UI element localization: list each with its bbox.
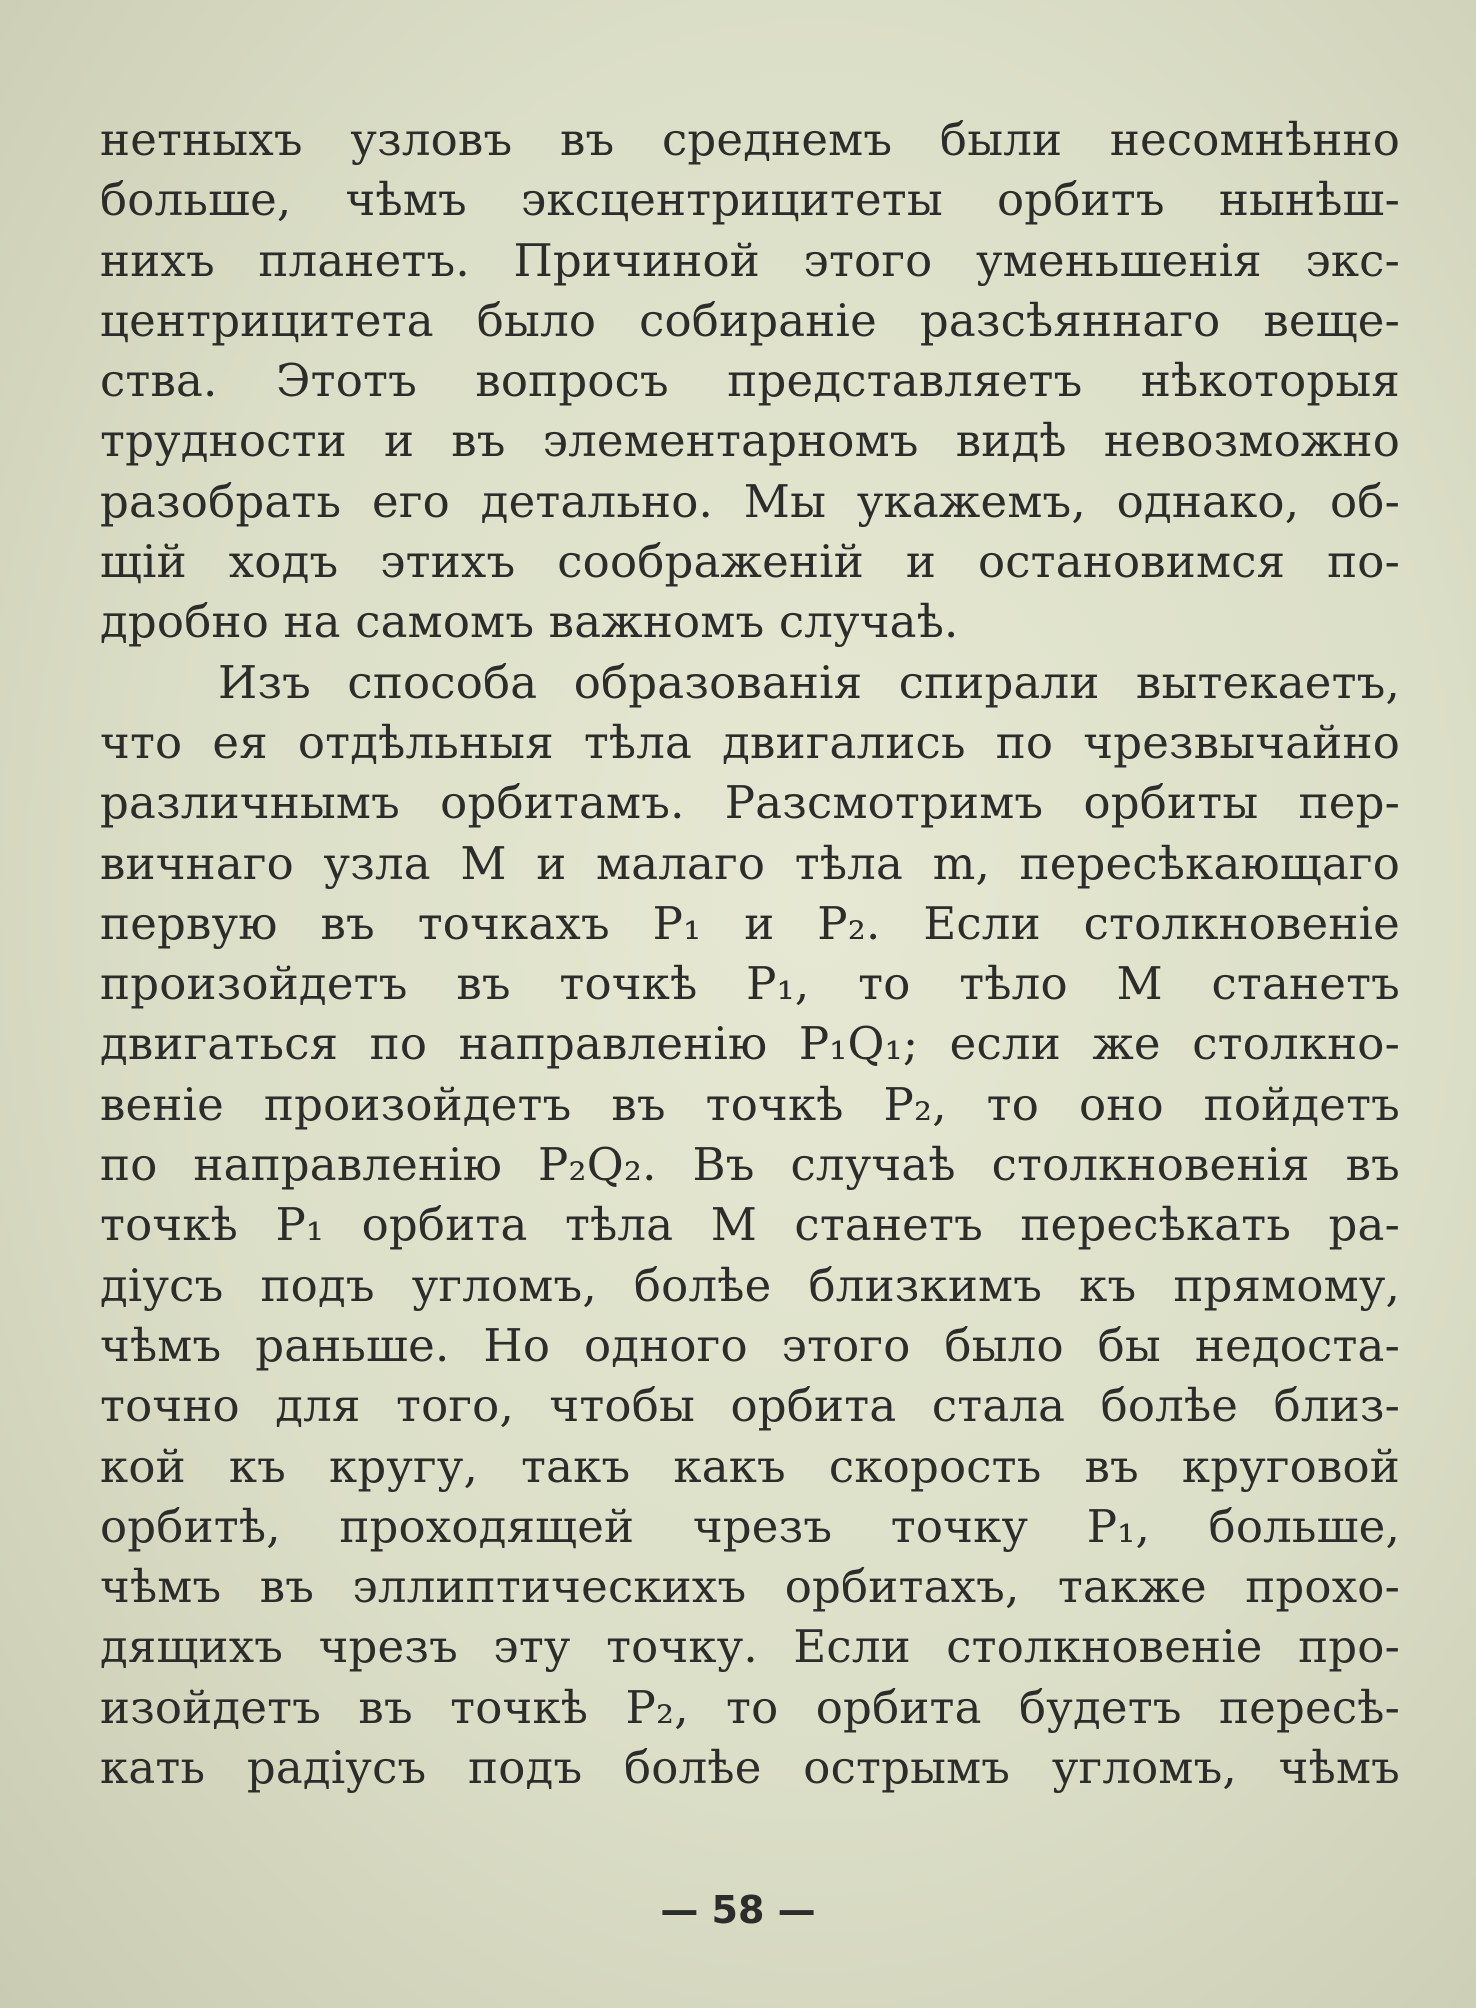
paragraph-2 — [100, 653, 1400, 1799]
text-line: первую въ точкахъ P₁ и P₂. Если столкновеніе — [100, 896, 1400, 950]
text-line: щій ходъ этихъ соображеній и остановимся по- — [100, 535, 1400, 589]
text-line: по направленію P₂Q₂. Въ случаѣ столкновенія въ — [100, 1138, 1400, 1192]
text-line: что ея отдѣльныя тѣла двигались по чрезвычайно — [100, 715, 1400, 769]
text-line: разобрать его детально. Мы укажемъ, однако, об- — [100, 474, 1400, 528]
text-line: центрицитета было собираніе разсѣяннаго веще- — [100, 293, 1400, 347]
text-line: кой къ кругу, такъ какъ скорость въ круговой — [100, 1439, 1400, 1493]
text-line: ства. Этотъ вопросъ представляетъ нѣкоторыя — [100, 354, 1400, 408]
page-number: — 58 — — [660, 1888, 816, 1932]
text-line: точно для того, чтобы орбита стала болѣе близ- — [100, 1379, 1400, 1433]
text-line: больше, чѣмъ эксцентрицитеты орбитъ нынѣш- — [100, 173, 1400, 227]
text-line: двигаться по направленію P₁Q₁; если же столкно- — [100, 1017, 1400, 1071]
body-text — [100, 110, 1400, 1798]
text-line: діусъ подъ угломъ, болѣе близкимъ къ прямому, — [100, 1258, 1400, 1312]
text-line: трудности и въ элементарномъ видѣ невозможно — [100, 414, 1400, 468]
text-line: дящихъ чрезъ эту точку. Если столкновеніе про- — [100, 1620, 1400, 1674]
text-line: изойдетъ въ точкѣ P₂, то орбита будетъ пересѣ- — [100, 1680, 1400, 1734]
text-line: дробно на самомъ важномъ случаѣ. — [100, 595, 959, 649]
text-line: Изъ способа образованія спирали вытекаетъ, — [218, 655, 1400, 709]
text-line: различнымъ орбитамъ. Разсмотримъ орбиты пер- — [100, 776, 1400, 830]
text-line: нихъ планетъ. Причиной этого уменьшенія экс- — [100, 233, 1400, 287]
text-line: чѣмъ въ эллиптическихъ орбитахъ, также прохо- — [100, 1560, 1400, 1614]
text-line: произойдетъ въ точкѣ P₁, то тѣло M станетъ — [100, 957, 1400, 1011]
text-line: веніе произойдетъ въ точкѣ P₂, то оно пойдетъ — [100, 1077, 1400, 1131]
text-line: вичнаго узла M и малаго тѣла m, пересѣкающаго — [100, 836, 1400, 890]
text-line: нетныхъ узловъ въ среднемъ были несомнѣнно — [100, 113, 1400, 166]
text-line: кать радіусъ подъ болѣе острымъ угломъ, чѣмъ — [100, 1741, 1400, 1795]
paragraph-1 — [100, 110, 1400, 653]
text-line: орбитѣ, проходящей чрезъ точку P₁, больше, — [100, 1499, 1400, 1553]
text-line: точкѣ P₁ орбита тѣла M станетъ пересѣкать ра- — [100, 1198, 1400, 1252]
text-line: чѣмъ раньше. Но одного этого было бы недоста- — [100, 1318, 1400, 1372]
